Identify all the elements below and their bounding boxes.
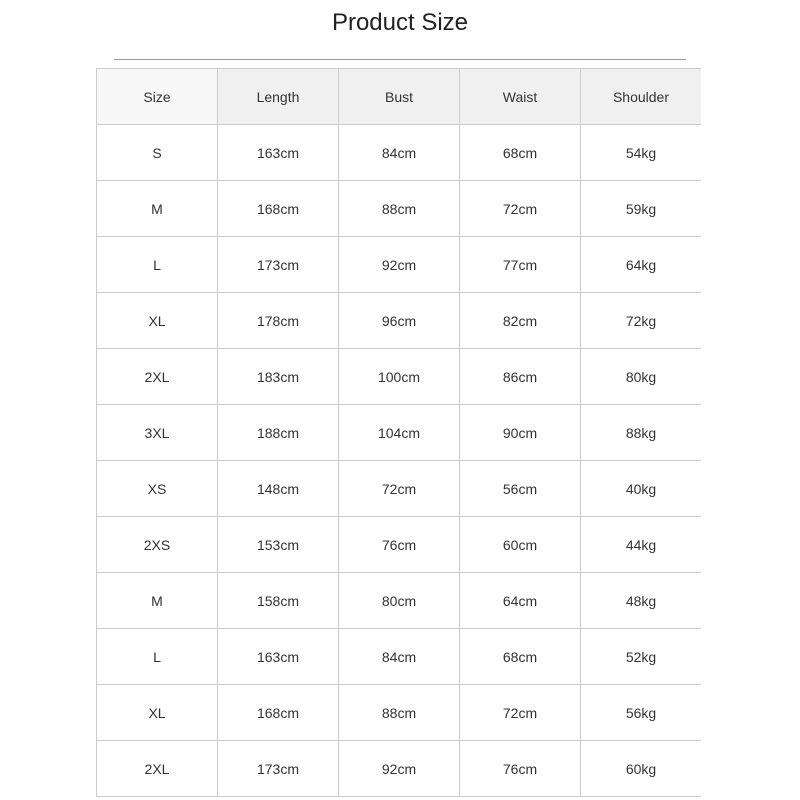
- cell-bust: 80cm: [339, 573, 460, 629]
- header-bust: Bust: [339, 69, 460, 125]
- cell-length: 163cm: [218, 629, 339, 685]
- cell-length: 163cm: [218, 125, 339, 181]
- table-row: [97, 405, 702, 461]
- cell-length: 183cm: [218, 349, 339, 405]
- cell-waist: 60cm: [460, 517, 581, 573]
- cell-bust: 96cm: [339, 293, 460, 349]
- cell-length: 173cm: [218, 741, 339, 797]
- cell-size: L: [97, 629, 218, 685]
- cell-shoulder: 80kg: [581, 349, 702, 405]
- table-header-row: [97, 69, 702, 125]
- cell-bust: 88cm: [339, 685, 460, 741]
- table-row: [97, 741, 702, 797]
- cell-size: 3XL: [97, 405, 218, 461]
- cell-shoulder: 52kg: [581, 629, 702, 685]
- cell-length: 153cm: [218, 517, 339, 573]
- cell-waist: 68cm: [460, 629, 581, 685]
- cell-shoulder: 64kg: [581, 237, 702, 293]
- cell-bust: 104cm: [339, 405, 460, 461]
- size-table: [96, 68, 701, 797]
- cell-size: XL: [97, 685, 218, 741]
- cell-waist: 86cm: [460, 349, 581, 405]
- cell-size: 2XS: [97, 517, 218, 573]
- table-row: [97, 125, 702, 181]
- cell-bust: 92cm: [339, 237, 460, 293]
- cell-waist: 72cm: [460, 181, 581, 237]
- cell-shoulder: 59kg: [581, 181, 702, 237]
- cell-shoulder: 88kg: [581, 405, 702, 461]
- table-row: [97, 629, 702, 685]
- cell-bust: 84cm: [339, 629, 460, 685]
- cell-size: XS: [97, 461, 218, 517]
- cell-length: 148cm: [218, 461, 339, 517]
- cell-waist: 64cm: [460, 573, 581, 629]
- header-length: Length: [218, 69, 339, 125]
- cell-shoulder: 44kg: [581, 517, 702, 573]
- cell-shoulder: 60kg: [581, 741, 702, 797]
- cell-bust: 76cm: [339, 517, 460, 573]
- header-waist: Waist: [460, 69, 581, 125]
- header-size: Size: [97, 69, 218, 125]
- cell-shoulder: 56kg: [581, 685, 702, 741]
- cell-bust: 84cm: [339, 125, 460, 181]
- title-divider: [114, 59, 686, 60]
- table-row: [97, 349, 702, 405]
- cell-shoulder: 54kg: [581, 125, 702, 181]
- cell-waist: 77cm: [460, 237, 581, 293]
- cell-length: 178cm: [218, 293, 339, 349]
- header-shoulder: Shoulder: [581, 69, 702, 125]
- cell-bust: 92cm: [339, 741, 460, 797]
- page-title: Product Size: [331, 9, 469, 36]
- cell-size: 2XL: [97, 741, 218, 797]
- cell-waist: 76cm: [460, 741, 581, 797]
- cell-size: M: [97, 573, 218, 629]
- table-row: [97, 293, 702, 349]
- cell-bust: 88cm: [339, 181, 460, 237]
- cell-shoulder: 48kg: [581, 573, 702, 629]
- cell-waist: 82cm: [460, 293, 581, 349]
- cell-bust: 100cm: [339, 349, 460, 405]
- cell-length: 158cm: [218, 573, 339, 629]
- cell-waist: 72cm: [460, 685, 581, 741]
- cell-size: L: [97, 237, 218, 293]
- table-row: [97, 237, 702, 293]
- cell-waist: 68cm: [460, 125, 581, 181]
- cell-waist: 56cm: [460, 461, 581, 517]
- cell-shoulder: 72kg: [581, 293, 702, 349]
- cell-waist: 90cm: [460, 405, 581, 461]
- cell-length: 173cm: [218, 237, 339, 293]
- table-row: [97, 685, 702, 741]
- table-row: [97, 573, 702, 629]
- cell-size: S: [97, 125, 218, 181]
- cell-size: M: [97, 181, 218, 237]
- cell-size: XL: [97, 293, 218, 349]
- table-row: [97, 461, 702, 517]
- table-row: [97, 517, 702, 573]
- cell-size: 2XL: [97, 349, 218, 405]
- cell-length: 168cm: [218, 181, 339, 237]
- cell-length: 168cm: [218, 685, 339, 741]
- cell-shoulder: 40kg: [581, 461, 702, 517]
- cell-bust: 72cm: [339, 461, 460, 517]
- table-row: [97, 181, 702, 237]
- cell-length: 188cm: [218, 405, 339, 461]
